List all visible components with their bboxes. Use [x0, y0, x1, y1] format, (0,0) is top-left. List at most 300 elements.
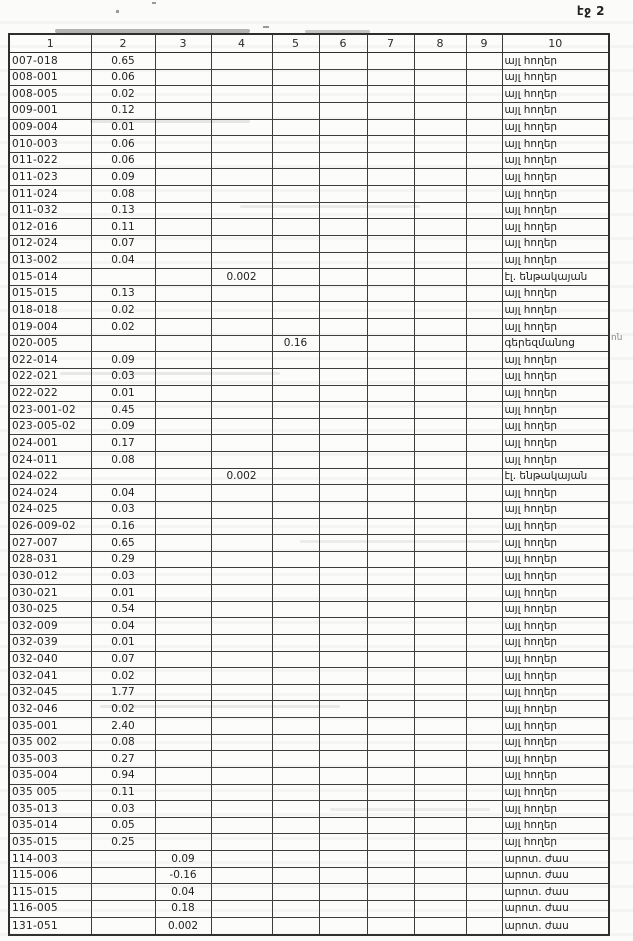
value-cell: 2.40: [91, 718, 155, 735]
value-cell: [466, 452, 502, 469]
value-cell: [466, 518, 502, 535]
table-row: [9, 801, 609, 818]
value-cell: 1.77: [91, 684, 155, 701]
value-cell: 0.02: [91, 701, 155, 718]
value-cell: 0.16: [272, 335, 319, 352]
value-cell: [155, 53, 211, 70]
value-cell: [319, 851, 367, 868]
value-cell: [319, 917, 367, 935]
value-cell: [211, 634, 272, 651]
value-cell: [91, 900, 155, 917]
value-cell: [367, 684, 414, 701]
land-type-cell: այլ հողեր: [502, 668, 609, 685]
value-cell: [414, 684, 466, 701]
parcel-code-cell: 024-025: [9, 501, 91, 518]
land-type-cell: այլ հողեր: [502, 784, 609, 801]
value-cell: [466, 468, 502, 485]
value-cell: [466, 900, 502, 917]
land-type-cell: այլ հողեր: [502, 585, 609, 602]
value-cell: [272, 734, 319, 751]
value-cell: 0.12: [91, 102, 155, 119]
value-cell: [211, 252, 272, 269]
value-cell: 0.27: [91, 751, 155, 768]
value-cell: [155, 585, 211, 602]
value-cell: [319, 651, 367, 668]
value-cell: [414, 535, 466, 552]
value-cell: [319, 784, 367, 801]
value-cell: [367, 568, 414, 585]
value-cell: 0.18: [155, 900, 211, 917]
value-cell: [466, 767, 502, 784]
value-cell: [367, 219, 414, 236]
value-cell: [466, 186, 502, 203]
value-cell: [319, 102, 367, 119]
value-cell: [414, 801, 466, 818]
value-cell: [319, 186, 367, 203]
value-cell: [272, 102, 319, 119]
parcel-code-cell: 035-001: [9, 718, 91, 735]
table-row: [9, 252, 609, 269]
parcel-code-cell: 023-001-02: [9, 402, 91, 419]
value-cell: [414, 335, 466, 352]
value-cell: [272, 186, 319, 203]
table-row: [9, 485, 609, 502]
land-type-cell: այլ հողեր: [502, 551, 609, 568]
value-cell: [414, 285, 466, 302]
value-cell: -0.16: [155, 867, 211, 884]
value-cell: [414, 352, 466, 369]
parcel-code-cell: 035-014: [9, 817, 91, 834]
value-cell: [155, 69, 211, 86]
value-cell: [155, 767, 211, 784]
value-cell: [466, 335, 502, 352]
land-type-cell: այլ հողեր: [502, 235, 609, 252]
column-header: 1: [9, 34, 91, 53]
value-cell: [272, 235, 319, 252]
value-cell: [272, 651, 319, 668]
land-type-cell: այլ հողեր: [502, 368, 609, 385]
land-type-cell: այլ հողեր: [502, 302, 609, 319]
value-cell: 0.04: [155, 884, 211, 901]
value-cell: [272, 385, 319, 402]
value-cell: [319, 152, 367, 169]
value-cell: [272, 152, 319, 169]
value-cell: [211, 485, 272, 502]
value-cell: [272, 601, 319, 618]
value-cell: [319, 418, 367, 435]
value-cell: 0.16: [91, 518, 155, 535]
parcel-code-cell: 024-024: [9, 485, 91, 502]
value-cell: [414, 402, 466, 419]
parcel-code-cell: 024-011: [9, 452, 91, 469]
table-row: [9, 718, 609, 735]
value-cell: [466, 219, 502, 236]
value-cell: [272, 618, 319, 635]
value-cell: [414, 119, 466, 136]
value-cell: 0.01: [91, 585, 155, 602]
land-type-cell: այլ հողեր: [502, 102, 609, 119]
value-cell: 0.02: [91, 86, 155, 103]
value-cell: [414, 751, 466, 768]
value-cell: [414, 418, 466, 435]
parcel-code-cell: 024-001: [9, 435, 91, 452]
land-type-cell: այլ հողեր: [502, 601, 609, 618]
value-cell: [367, 767, 414, 784]
value-cell: [466, 86, 502, 103]
value-cell: [414, 202, 466, 219]
value-cell: [466, 53, 502, 70]
value-cell: [319, 518, 367, 535]
value-cell: [211, 235, 272, 252]
value-cell: [367, 269, 414, 286]
table-row: [9, 867, 609, 884]
column-header: 3: [155, 34, 211, 53]
value-cell: [319, 136, 367, 153]
value-cell: [466, 851, 502, 868]
value-cell: 0.03: [91, 801, 155, 818]
value-cell: [319, 319, 367, 336]
value-cell: [414, 900, 466, 917]
value-cell: [272, 834, 319, 851]
value-cell: [319, 119, 367, 136]
table-row: [9, 851, 609, 868]
value-cell: [367, 169, 414, 186]
value-cell: [414, 69, 466, 86]
parcel-code-cell: 020-005: [9, 335, 91, 352]
value-cell: [155, 784, 211, 801]
value-cell: [414, 817, 466, 834]
value-cell: [367, 618, 414, 635]
table-row: [9, 102, 609, 119]
value-cell: [414, 86, 466, 103]
value-cell: [367, 585, 414, 602]
value-cell: [367, 335, 414, 352]
value-cell: [414, 152, 466, 169]
value-cell: [367, 418, 414, 435]
value-cell: [319, 468, 367, 485]
parcel-code-cell: 030-025: [9, 601, 91, 618]
table-header-row: [9, 34, 609, 53]
value-cell: [211, 385, 272, 402]
value-cell: [466, 651, 502, 668]
value-cell: [367, 501, 414, 518]
value-cell: [466, 352, 502, 369]
value-cell: [272, 884, 319, 901]
value-cell: [414, 435, 466, 452]
value-cell: [211, 601, 272, 618]
value-cell: 0.05: [91, 817, 155, 834]
value-cell: [155, 368, 211, 385]
value-cell: [91, 884, 155, 901]
value-cell: [367, 668, 414, 685]
parcel-code-cell: 035 002: [9, 734, 91, 751]
value-cell: [155, 485, 211, 502]
parcel-code-cell: 009-001: [9, 102, 91, 119]
table-row: [9, 784, 609, 801]
value-cell: 0.002: [211, 468, 272, 485]
value-cell: 0.04: [91, 252, 155, 269]
value-cell: [272, 252, 319, 269]
value-cell: [367, 186, 414, 203]
value-cell: [211, 501, 272, 518]
value-cell: [466, 485, 502, 502]
value-cell: [211, 618, 272, 635]
value-cell: [91, 269, 155, 286]
parcel-table: [8, 33, 610, 936]
parcel-code-cell: 114-003: [9, 851, 91, 868]
table-row: [9, 335, 609, 352]
value-cell: [367, 119, 414, 136]
land-type-cell: էլ. ենթակայան: [502, 468, 609, 485]
value-cell: [272, 202, 319, 219]
value-cell: [211, 136, 272, 153]
value-cell: [414, 834, 466, 851]
table-row: [9, 136, 609, 153]
value-cell: [414, 718, 466, 735]
value-cell: [414, 385, 466, 402]
value-cell: [414, 767, 466, 784]
column-header: 5: [272, 34, 319, 53]
table-row: [9, 900, 609, 917]
value-cell: [319, 501, 367, 518]
value-cell: 0.03: [91, 568, 155, 585]
land-type-cell: այլ հողեր: [502, 418, 609, 435]
value-cell: [319, 352, 367, 369]
value-cell: [211, 152, 272, 169]
value-cell: [211, 867, 272, 884]
value-cell: [272, 718, 319, 735]
table-row: [9, 452, 609, 469]
value-cell: [319, 435, 367, 452]
value-cell: [414, 53, 466, 70]
value-cell: [414, 269, 466, 286]
value-cell: [367, 152, 414, 169]
table-row: [9, 435, 609, 452]
value-cell: [466, 169, 502, 186]
land-type-cell: այլ հողեր: [502, 385, 609, 402]
value-cell: [466, 302, 502, 319]
parcel-code-cell: 035-015: [9, 834, 91, 851]
value-cell: 0.54: [91, 601, 155, 618]
value-cell: 0.08: [91, 186, 155, 203]
value-cell: [414, 169, 466, 186]
value-cell: 0.08: [91, 734, 155, 751]
value-cell: [155, 468, 211, 485]
land-type-cell: արոտ. ժաս: [502, 884, 609, 901]
value-cell: [155, 252, 211, 269]
value-cell: [319, 751, 367, 768]
value-cell: [155, 535, 211, 552]
value-cell: [319, 385, 367, 402]
value-cell: [466, 817, 502, 834]
table-row: [9, 468, 609, 485]
land-type-cell: այլ հողեր: [502, 535, 609, 552]
value-cell: [466, 551, 502, 568]
land-type-cell: այլ հողեր: [502, 202, 609, 219]
parcel-code-cell: 007-018: [9, 53, 91, 70]
table-row: [9, 319, 609, 336]
value-cell: [414, 568, 466, 585]
value-cell: [414, 319, 466, 336]
value-cell: [211, 701, 272, 718]
table-row: [9, 634, 609, 651]
value-cell: [272, 551, 319, 568]
value-cell: [367, 319, 414, 336]
value-cell: [155, 718, 211, 735]
value-cell: [272, 917, 319, 935]
parcel-code-cell: 035-003: [9, 751, 91, 768]
value-cell: [466, 601, 502, 618]
value-cell: 0.04: [91, 618, 155, 635]
land-type-cell: այլ հողեր: [502, 319, 609, 336]
value-cell: [367, 302, 414, 319]
value-cell: [367, 202, 414, 219]
value-cell: [466, 102, 502, 119]
value-cell: [272, 285, 319, 302]
value-cell: 0.08: [91, 452, 155, 469]
value-cell: [414, 867, 466, 884]
parcel-code-cell: 009-004: [9, 119, 91, 136]
value-cell: [272, 435, 319, 452]
value-cell: [367, 69, 414, 86]
value-cell: [367, 751, 414, 768]
value-cell: [367, 801, 414, 818]
land-type-cell: այլ հողեր: [502, 169, 609, 186]
table-row: [9, 285, 609, 302]
value-cell: [367, 834, 414, 851]
parcel-code-cell: 011-022: [9, 152, 91, 169]
value-cell: [367, 86, 414, 103]
value-cell: 0.25: [91, 834, 155, 851]
land-type-cell: այլ հողեր: [502, 834, 609, 851]
value-cell: [272, 585, 319, 602]
table-row: [9, 53, 609, 70]
land-type-cell: այլ հողեր: [502, 618, 609, 635]
parcel-code-cell: 116-005: [9, 900, 91, 917]
value-cell: [319, 801, 367, 818]
value-cell: [319, 202, 367, 219]
value-cell: [155, 86, 211, 103]
column-header: 6: [319, 34, 367, 53]
value-cell: [211, 551, 272, 568]
land-type-cell: այլ հողեր: [502, 767, 609, 784]
parcel-code-cell: 030-021: [9, 585, 91, 602]
value-cell: [155, 418, 211, 435]
value-cell: [414, 136, 466, 153]
land-type-cell: արոտ. ժաս: [502, 917, 609, 935]
value-cell: [211, 585, 272, 602]
table-row: [9, 668, 609, 685]
value-cell: [466, 668, 502, 685]
value-cell: [211, 302, 272, 319]
value-cell: [211, 718, 272, 735]
value-cell: [367, 718, 414, 735]
value-cell: [155, 568, 211, 585]
value-cell: [211, 418, 272, 435]
value-cell: [466, 751, 502, 768]
column-header: 10: [502, 34, 609, 53]
value-cell: [211, 651, 272, 668]
value-cell: [367, 368, 414, 385]
table-row: [9, 651, 609, 668]
value-cell: [367, 352, 414, 369]
value-cell: 0.11: [91, 784, 155, 801]
value-cell: 0.09: [91, 352, 155, 369]
value-cell: [272, 701, 319, 718]
value-cell: [155, 352, 211, 369]
parcel-code-cell: 008-001: [9, 69, 91, 86]
value-cell: [414, 651, 466, 668]
value-cell: [319, 668, 367, 685]
value-cell: [466, 418, 502, 435]
parcel-code-cell: 015-015: [9, 285, 91, 302]
value-cell: [466, 718, 502, 735]
parcel-code-cell: 012-016: [9, 219, 91, 236]
value-cell: [211, 319, 272, 336]
value-cell: [91, 468, 155, 485]
value-cell: [155, 684, 211, 701]
value-cell: 0.06: [91, 152, 155, 169]
parcel-code-cell: 019-004: [9, 319, 91, 336]
parcel-code-cell: 115-015: [9, 884, 91, 901]
value-cell: [367, 867, 414, 884]
land-type-cell: այլ հողեր: [502, 452, 609, 469]
table-row: [9, 501, 609, 518]
value-cell: [466, 734, 502, 751]
parcel-code-cell: 032-045: [9, 684, 91, 701]
scan-speck: [152, 2, 156, 4]
land-type-cell: այլ հողեր: [502, 701, 609, 718]
value-cell: [367, 518, 414, 535]
value-cell: [414, 485, 466, 502]
value-cell: [414, 551, 466, 568]
value-cell: [272, 219, 319, 236]
value-cell: [272, 568, 319, 585]
land-type-cell: արոտ. ժաս: [502, 851, 609, 868]
value-cell: [319, 252, 367, 269]
value-cell: [466, 402, 502, 419]
value-cell: [155, 834, 211, 851]
value-cell: 0.02: [91, 319, 155, 336]
value-cell: [272, 751, 319, 768]
value-cell: [272, 900, 319, 917]
scan-speck: [116, 10, 119, 13]
table-row: [9, 684, 609, 701]
value-cell: [414, 219, 466, 236]
value-cell: [211, 684, 272, 701]
value-cell: [414, 601, 466, 618]
value-cell: [272, 468, 319, 485]
value-cell: [367, 435, 414, 452]
value-cell: [319, 684, 367, 701]
table-row: [9, 701, 609, 718]
table-row: [9, 618, 609, 635]
value-cell: [367, 634, 414, 651]
land-type-cell: այլ հողեր: [502, 53, 609, 70]
parcel-code-cell: 026-009-02: [9, 518, 91, 535]
value-cell: [367, 784, 414, 801]
parcel-code-cell: 011-024: [9, 186, 91, 203]
value-cell: [414, 701, 466, 718]
land-type-cell: արոտ. ժաս: [502, 867, 609, 884]
value-cell: 0.07: [91, 651, 155, 668]
table-row: [9, 152, 609, 169]
value-cell: [155, 102, 211, 119]
value-cell: [211, 751, 272, 768]
value-cell: [272, 668, 319, 685]
table-row: [9, 69, 609, 86]
parcel-code-cell: 032-040: [9, 651, 91, 668]
